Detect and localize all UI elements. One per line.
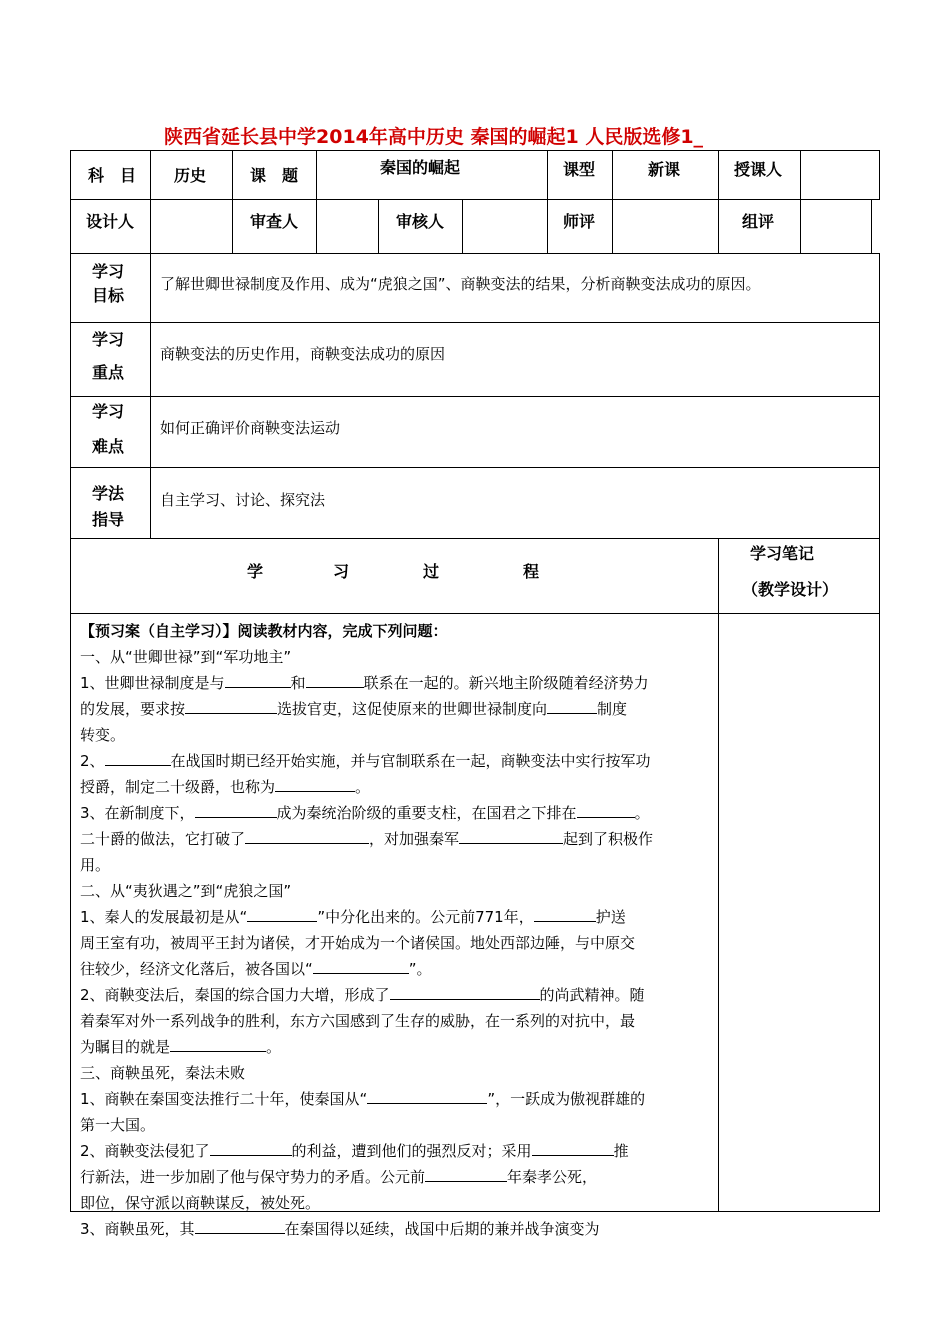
difficulties-text: 如何正确评价商鞅变法运动 — [160, 419, 341, 437]
blank[interactable] — [425, 1165, 507, 1182]
topic-value: 秦国的崛起 — [380, 158, 461, 177]
blank[interactable] — [313, 957, 409, 974]
blank[interactable] — [170, 1035, 266, 1052]
s1-q3-line3: 用。 — [80, 856, 111, 874]
notes-label: 学习笔记 — [750, 544, 815, 563]
type-label: 课型 — [563, 160, 596, 179]
s3-q3-line1: 3、商鞅虽死，其 在秦国得以延续，战国中后期的兼并战争演变为 — [80, 1216, 712, 1242]
blank[interactable] — [306, 671, 364, 688]
group-eval-label: 组评 — [742, 212, 775, 231]
goals-text: 了解世卿世禄制度及作用、成为“虎狼之国”、商鞅变法的结果，分析商鞅变法成功的原因。 — [160, 275, 761, 293]
s1-q2-line2: 授爵，制定二十级爵，也称为 。 — [80, 774, 712, 800]
blank[interactable] — [367, 1087, 487, 1104]
blank[interactable] — [577, 801, 635, 818]
blank[interactable] — [225, 671, 291, 688]
goals-label-2: 目标 — [92, 286, 125, 305]
preview-content — [80, 618, 712, 1242]
blank[interactable] — [185, 697, 277, 714]
blank[interactable] — [195, 801, 277, 818]
key-points-label-2: 重点 — [92, 363, 125, 382]
s2-q1-line3: 往较少，经济文化落后，被各国以“ ”。 — [80, 956, 712, 982]
process-char-1: 学 — [247, 562, 264, 581]
difficulties-label-2: 难点 — [92, 437, 125, 456]
type-value: 新课 — [648, 160, 681, 179]
process-char-2: 习 — [333, 562, 350, 581]
approver-label: 审核人 — [396, 212, 445, 231]
s1-q1-line1: 1、世卿世禄制度是与 和 联系在一起的。新兴地主阶级随着经济势力 — [80, 670, 712, 696]
blank[interactable] — [547, 697, 597, 714]
document-title: 陕西省延长县中学2014年高中历史 秦国的崛起1 人民版选修1_ — [164, 126, 704, 148]
section-3-title: 三、商鞅虽死，秦法未败 — [80, 1064, 246, 1082]
teacher-label: 授课人 — [734, 160, 783, 179]
s1-q1-line2: 的发展，要求按 选拔官吏，这促使原来的世卿世禄制度向 制度 — [80, 696, 712, 722]
process-char-4: 程 — [523, 562, 540, 581]
s2-q2-line1: 2、商鞅变法后，秦国的综合国力大增，形成了 的尚武精神。随 — [80, 982, 712, 1008]
s1-q3-line1: 3、在新制度下， 成为秦统治阶级的重要支柱，在国君之下排在 。 — [80, 800, 712, 826]
s3-q1-line1: 1、商鞅在秦国变法推行二十年，使秦国从“ ”，一跃成为傲视群雄的 — [80, 1086, 712, 1112]
blank[interactable] — [105, 749, 171, 766]
section-1-title: 一、从“世卿世禄”到“军功地主” — [80, 648, 292, 666]
method-label-2: 指导 — [92, 510, 125, 529]
preview-heading: 【预习案（自主学习）】阅读教材内容，完成下列问题： — [80, 622, 448, 640]
key-points-label-1: 学习 — [92, 330, 125, 349]
s3-q1-line2: 第一大国。 — [80, 1116, 156, 1134]
key-points-text: 商鞅变法的历史作用，商鞅变法成功的原因 — [160, 345, 446, 363]
reviewer-label: 审查人 — [250, 212, 299, 231]
notes-sublabel: （教学设计） — [742, 580, 839, 599]
blank[interactable] — [534, 905, 596, 922]
subject-value: 历史 — [174, 166, 207, 185]
difficulties-label-1: 学习 — [92, 402, 125, 421]
blank[interactable] — [532, 1139, 614, 1156]
s2-q2-line3: 为瞩目的就是 。 — [80, 1034, 712, 1060]
teacher-eval-label: 师评 — [563, 212, 596, 231]
s2-q1-line2: 周王室有功，被周平王封为诸侯，才开始成为一个诸侯国。地处西部边陲，与中原交 — [80, 934, 636, 952]
blank[interactable] — [390, 983, 540, 1000]
blank[interactable] — [245, 827, 369, 844]
blank[interactable] — [459, 827, 563, 844]
process-char-3: 过 — [423, 562, 440, 581]
goals-label-1: 学习 — [92, 262, 125, 281]
section-2-title: 二、从“夷狄遇之”到“虎狼之国” — [80, 882, 292, 900]
blank[interactable] — [210, 1139, 292, 1156]
s1-q1-line3: 转变。 — [80, 726, 126, 744]
topic-label: 课 题 — [250, 166, 299, 185]
blank[interactable] — [195, 1217, 285, 1234]
s2-q2-line2: 着秦军对外一系列战争的胜利，东方六国感到了生存的威胁，在一系列的对抗中，最 — [80, 1012, 636, 1030]
blank[interactable] — [247, 905, 317, 922]
designer-label: 设计人 — [86, 212, 135, 231]
s3-q2-line2: 行新法，进一步加剧了他与保守势力的矛盾。公元前 年秦孝公死， — [80, 1164, 712, 1190]
s1-q2-line1: 2、 在战国时期已经开始实施，并与官制联系在一起，商鞅变法中实行按军功 — [80, 748, 712, 774]
s1-q3-line2: 二十爵的做法，它打破了 ，对加强秦军 起到了积极作 — [80, 826, 712, 852]
s3-q2-line1: 2、商鞅变法侵犯了 的利益，遭到他们的强烈反对；采用 推 — [80, 1138, 712, 1164]
blank[interactable] — [275, 775, 355, 792]
method-text: 自主学习、讨论、探究法 — [160, 491, 326, 509]
method-label-1: 学法 — [92, 484, 125, 503]
subject-label: 科 目 — [88, 166, 137, 185]
s3-q2-line3: 即位，保守派以商鞅谋反，被处死。 — [80, 1194, 321, 1212]
s2-q1-line1: 1、秦人的发展最初是从“ ”中分化出来的。公元前771年， 护送 — [80, 904, 712, 930]
